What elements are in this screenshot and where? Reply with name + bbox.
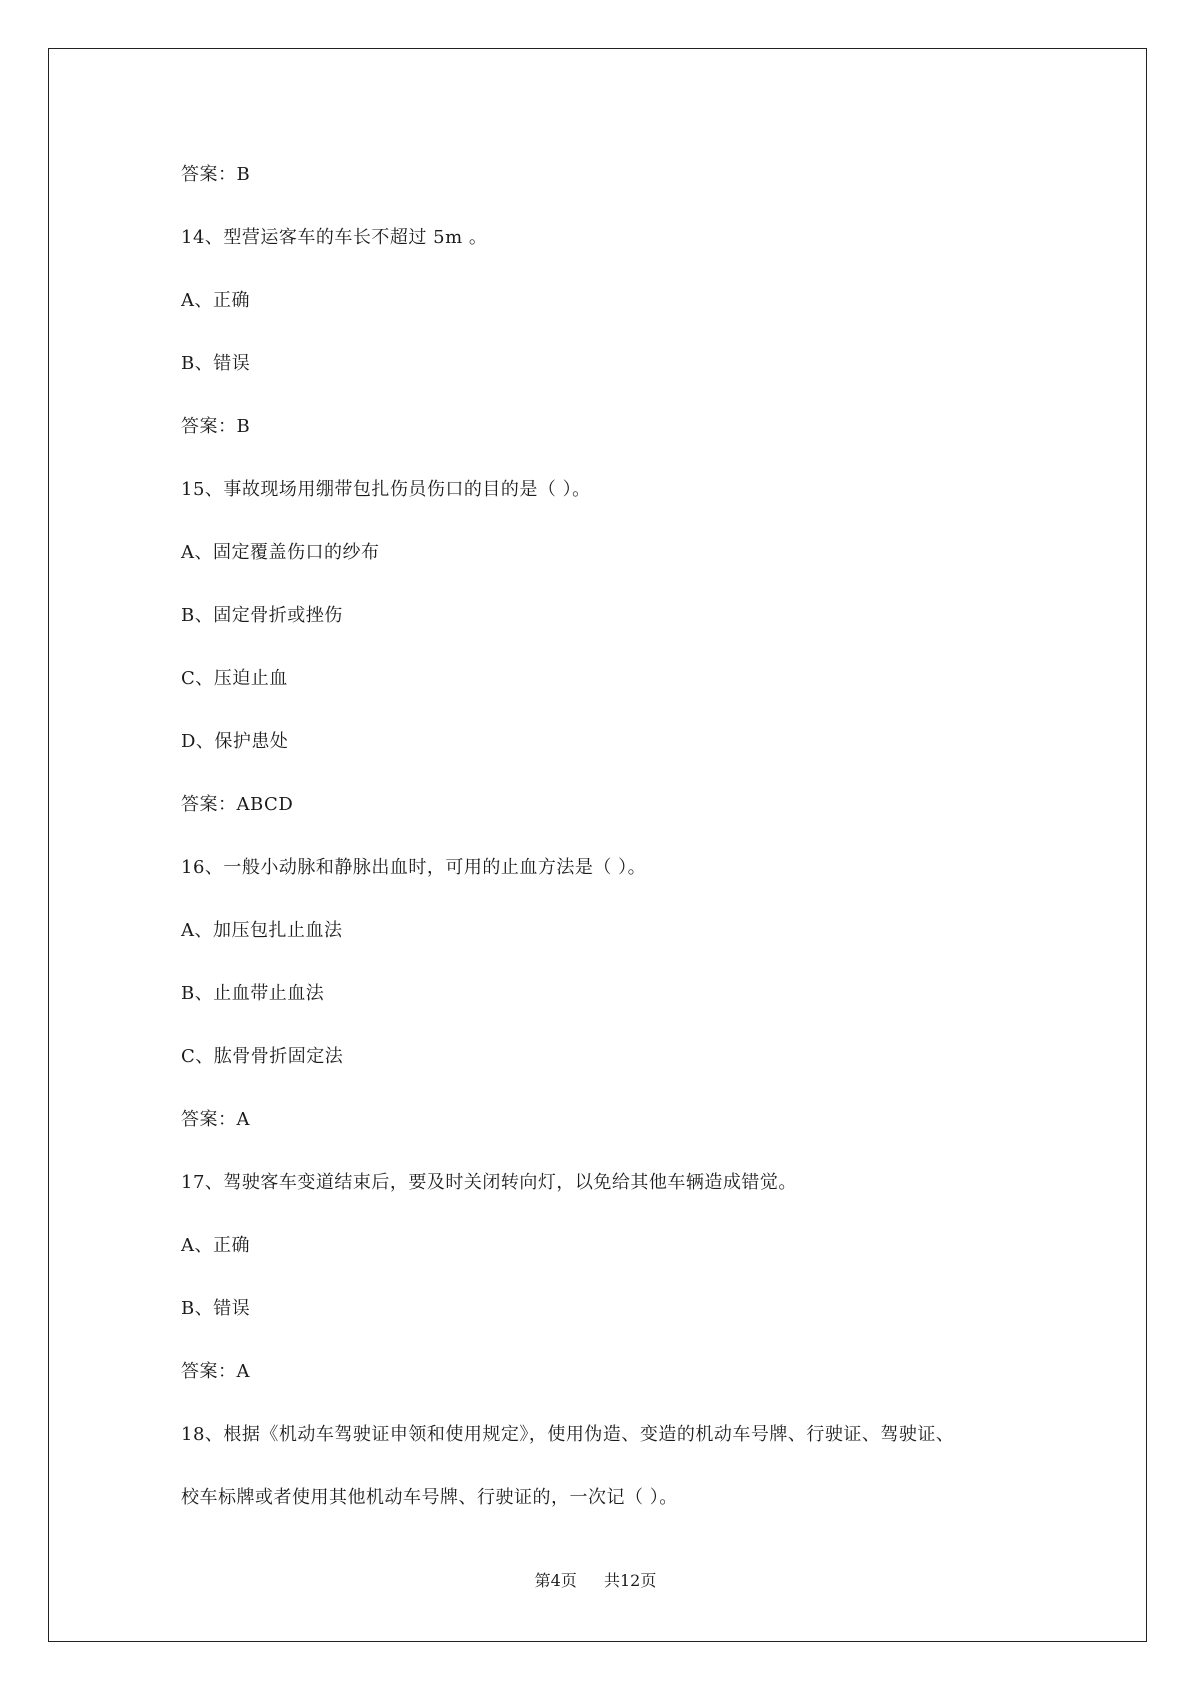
question-15-option-c: C、压迫止血	[181, 668, 288, 689]
question-17-option-a: A、正确	[181, 1235, 250, 1256]
question-14-option-a: A、正确	[181, 290, 250, 311]
page-footer	[0, 1570, 1191, 1592]
answer-13: 答案：B	[181, 164, 251, 185]
question-17-option-b: B、错误	[181, 1298, 251, 1319]
question-16-option-c: C、肱骨骨折固定法	[181, 1046, 344, 1067]
answer-17: 答案：A	[181, 1361, 250, 1382]
question-15-option-b: B、固定骨折或挫伤	[181, 605, 343, 626]
page-border	[48, 48, 1147, 1642]
answer-14: 答案：B	[181, 416, 251, 437]
question-16-option-a: A、加压包扎止血法	[181, 920, 343, 941]
answer-15: 答案：ABCD	[181, 794, 294, 815]
question-14-stem: 14、型营运客车的车长不超过 5m 。	[181, 227, 488, 248]
question-18-stem-line1: 18、根据《机动车驾驶证申领和使用规定》，使用伪造、变造的机动车号牌、行驶证、驾驶证、	[181, 1424, 955, 1445]
question-18-stem-line2: 校车标牌或者使用其他机动车号牌、行驶证的，一次记（ ）。	[181, 1487, 678, 1508]
question-15-option-a: A、固定覆盖伤口的纱布	[181, 542, 380, 563]
page-number: 第4页	[534, 1571, 577, 1590]
question-15-option-d: D、保护患处	[181, 731, 289, 752]
question-15-stem: 15、事故现场用绷带包扎伤员伤口的目的是（ ）。	[181, 479, 591, 500]
question-16-stem: 16、一般小动脉和静脉出血时，可用的止血方法是（ ）。	[181, 857, 647, 878]
answer-16: 答案：A	[181, 1109, 250, 1130]
question-17-stem: 17、驾驶客车变道结束后，要及时关闭转向灯，以免给其他车辆造成错觉。	[181, 1172, 797, 1193]
question-16-option-b: B、止血带止血法	[181, 983, 325, 1004]
page-total: 共12页	[603, 1571, 657, 1590]
question-14-option-b: B、错误	[181, 353, 251, 374]
